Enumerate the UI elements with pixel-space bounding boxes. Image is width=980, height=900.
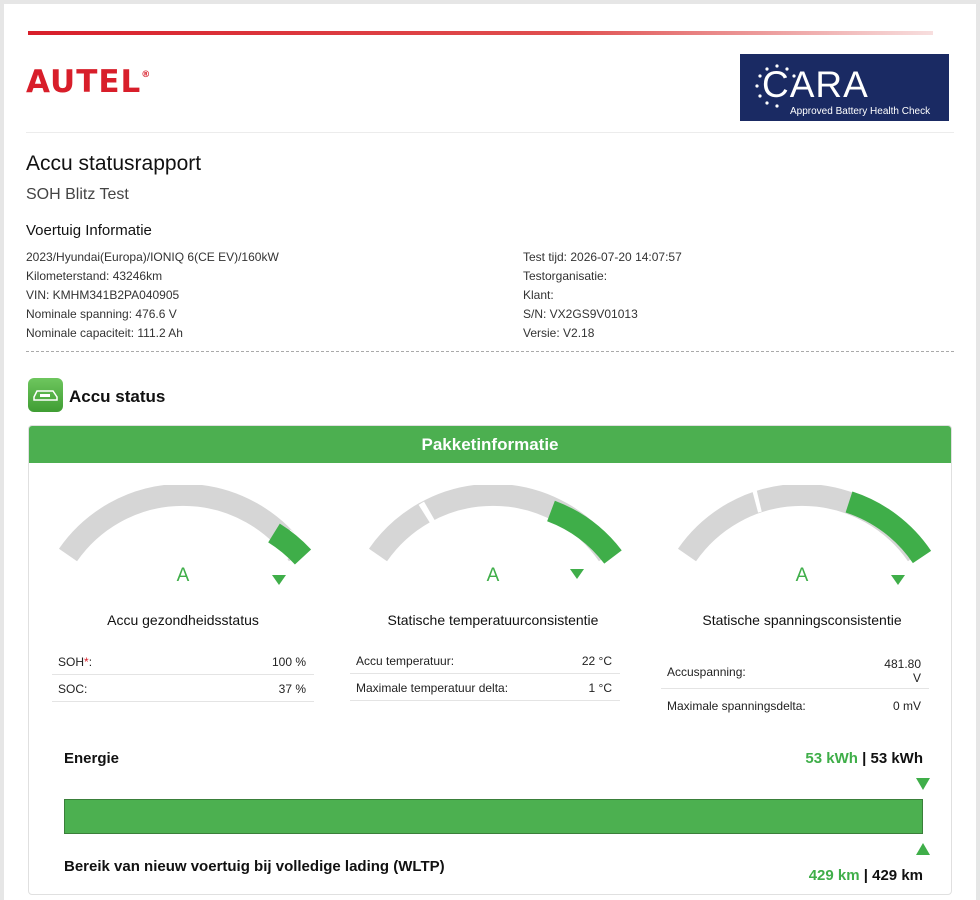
gauge-temperature-values (350, 647, 620, 701)
row-value: 22 °C (581, 654, 612, 668)
info-line: Kilometerstand: 43246km (26, 269, 163, 283)
energy-value: 53 kWh | 53 kWh (805, 750, 923, 767)
gauge-grade: A (486, 565, 500, 586)
range-label: Bereik van nieuw voertuig bij volledige lading (WLTP) (64, 858, 445, 875)
vehicle-info-heading: Voertuig Informatie (26, 222, 152, 239)
brand-mark: ® (141, 70, 152, 80)
report-page (4, 4, 976, 900)
row-value: 1 °C (588, 681, 612, 695)
autel-logo (26, 64, 151, 100)
dashed-divider (26, 351, 954, 352)
row-label: SOH*: (58, 655, 93, 669)
info-line: Testorganisatie: (523, 269, 608, 283)
gauge-grade: A (176, 565, 190, 586)
table-row (661, 647, 929, 689)
cara-badge (740, 54, 949, 121)
energy-label: Energie (64, 750, 120, 767)
header-accent-line (28, 31, 933, 35)
energy-marker-icon (916, 778, 930, 790)
row-label: Maximale temperatuur delta: (356, 681, 509, 695)
range-marker-icon (916, 843, 930, 855)
table-row (350, 647, 620, 674)
accu-status-title: Accu status (69, 387, 166, 406)
gauge-label: Accu gezondheidsstatus (107, 612, 259, 628)
row-value: 0 mV (892, 699, 921, 713)
cara-name: CARA (762, 64, 869, 105)
table-row (52, 675, 314, 702)
gauge-soh (48, 485, 318, 745)
gauge-grade: A (795, 565, 809, 586)
range-value: 429 km | 429 km (808, 867, 923, 884)
info-line: VIN: KMHM341B2PA040905 (26, 288, 180, 302)
row-label: Accu temperatuur: (356, 654, 455, 668)
gauge-soh-values (52, 647, 314, 702)
energy-progress-bar (64, 799, 923, 834)
gauge-label: Statische spanningsconsistentie (702, 612, 902, 628)
row-value: 37 % (278, 682, 306, 696)
divider (26, 132, 954, 133)
info-line: Test tijd: 2026-07-20 14:07:57 (523, 250, 682, 264)
info-line: Nominale capaciteit: 111.2 Ah (26, 326, 183, 340)
row-value: 100 % (271, 655, 306, 669)
row-label: Maximale spanningsdelta: (667, 699, 806, 713)
info-line: S/N: VX2GS9V01013 (523, 307, 638, 321)
brand-text: AUTEL (26, 64, 142, 100)
row-label: SOC: (58, 682, 88, 696)
info-line: Nominale spanning: 476.6 V (26, 307, 177, 321)
gauge-voltage-values (661, 647, 929, 719)
pack-info-panel (28, 425, 952, 895)
gauge-label: Statische temperatuurconsistentie (387, 612, 599, 628)
cara-tagline: Approved Battery Health Check (790, 106, 931, 117)
gauge-voltage (667, 485, 937, 745)
vehicle-info-left (26, 248, 279, 343)
page-title: Accu statusrapport (26, 152, 202, 175)
info-line: Klant: (523, 288, 554, 302)
vehicle-info-right (523, 248, 682, 343)
table-row (661, 689, 929, 719)
info-line: Versie: V2.18 (523, 326, 595, 340)
row-label: Accuspanning: (667, 665, 746, 679)
info-line: 2023/Hyundai(Europa)/IONIQ 6(CE EV)/160kW (26, 250, 279, 264)
page-subtitle: SOH Blitz Test (26, 186, 129, 203)
gauge-temperature (358, 485, 628, 745)
row-value: 481.80 V (884, 657, 921, 685)
battery-car-icon (28, 378, 63, 412)
table-row (350, 674, 620, 701)
table-row (52, 647, 314, 675)
panel-title: Pakketinformatie (29, 426, 951, 463)
